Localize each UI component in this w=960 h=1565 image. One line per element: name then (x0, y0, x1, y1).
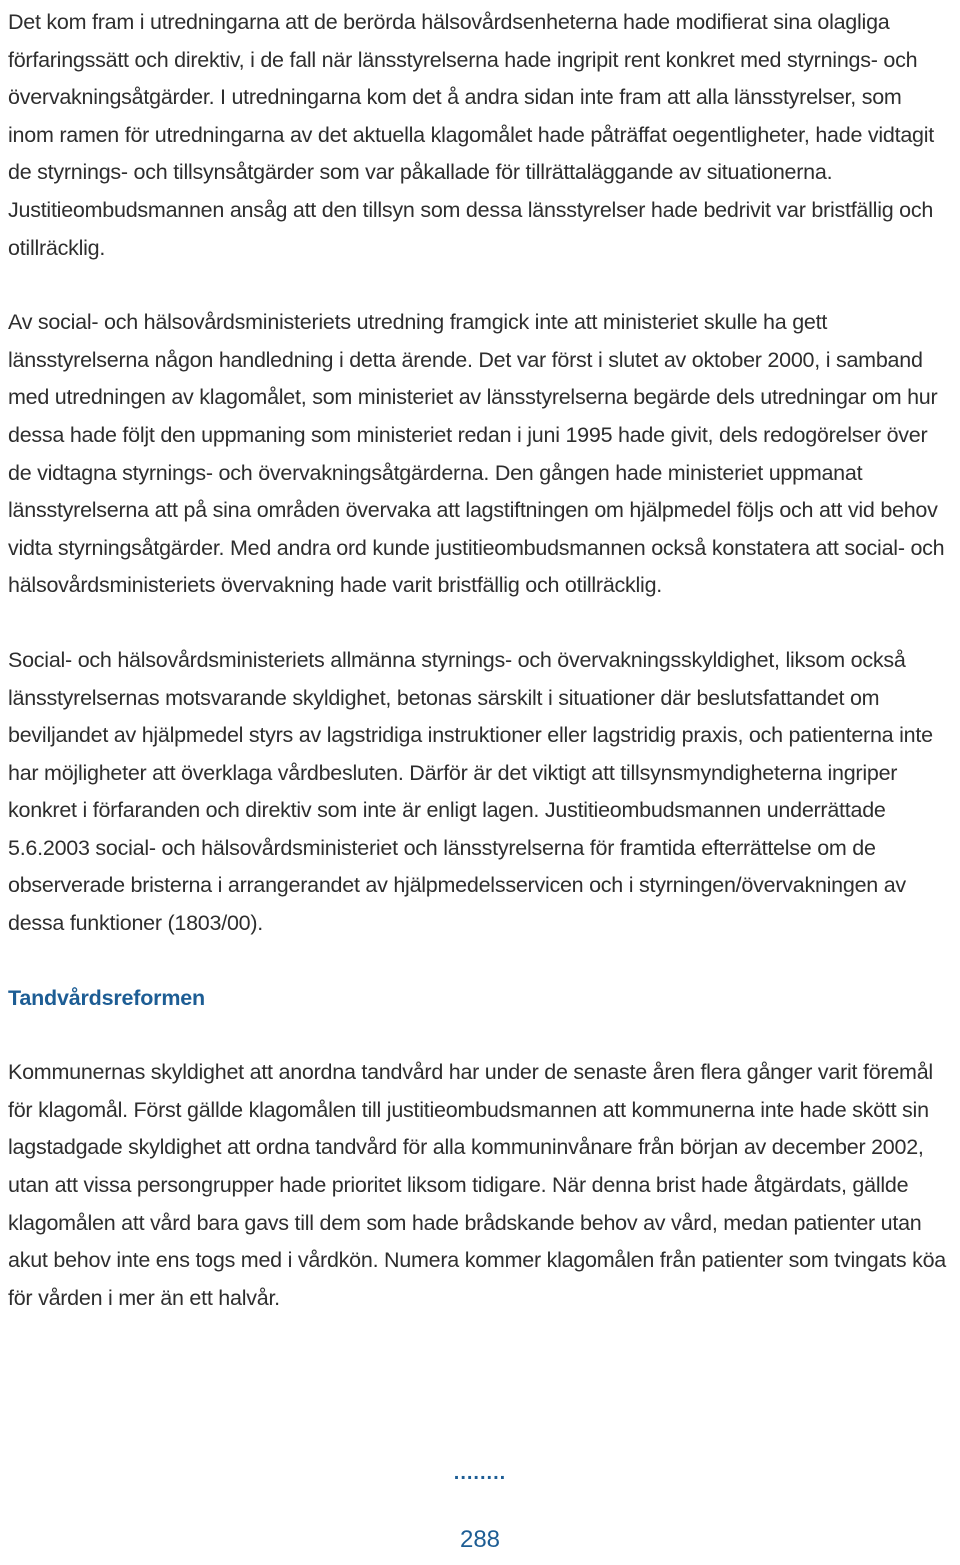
document-page (8, 4, 952, 1317)
paragraph-1: Det kom fram i utredningarna att de berörda hälsovårdsenheterna hade modifierat sina olagliga förfaringssätt och direktiv, i de fall när länsstyrelserna hade ingripit rent konkret med styrnings- och övervakningsåtgärder. I utredningarna kom det å andra sidan inte fram att alla länsstyrelser, som inom ramen för utredningarna av det aktuella klagomålet hade påträffat oegentligheter, hade vidtagit de styrnings- och tillsynsåtgärder som var påkallade för tillrättaläggande av situationerna. Justitieombudsmannen ansåg att den tillsyn som dessa länsstyrelser hade bedrivit var bristfällig och otillräcklig. (8, 10, 935, 260)
paragraph-gap (8, 1017, 952, 1054)
paragraph-3: Social- och hälsovårdsministeriets allmänna styrnings- och övervakningsskyldighet, liksom också länsstyrelsernas motsvarande skyldighet, betonas särskilt i situationer där beslutsfattandet om beviljandet av hjälpmedel styrs av lagstridiga instruktioner eller lagstridig praxis, och patienterna inte har möjligheter att överklaga vårdbesluten. Därför är det viktigt att tillsynsmyndigheterna ingriper konkret i förfaranden och direktiv som inte är enligt lagen. Justitieombudsmannen underrättade 5.6.2003 social- och hälsovårdsministeriet och länsstyrelserna för framtida efterrättelse om de observerade bristerna i arrangerandet av hjälpmedelsservicen och i styrningen/övervakningen av dessa funktioner (1803/00). (8, 647, 933, 936)
page-number: 288 (459, 1526, 501, 1553)
paragraph-4: Kommunernas skyldighet att anordna tandvård har under de senaste åren flera gånger varit föremål för klagomål. Först gällde klagomålen till justitieombudsmannen att kommunerna inte hade skött sin lagstadgade skyldighet att ordna tandvård för alla kommuninvånare från början av december 2002, utan att vissa persongrupper hade prioritet liksom tidigare. När denna brist hade åtgärdats, gällde klagomålen att vård bara gavs till dem som hade brådskande behov av vård, medan patienter utan akut behov inte ens togs med i vårdkön. Numera kommer klagomålen från patienter som tvingats köa för vården i mer än ett halvår. (8, 1060, 947, 1310)
footer-dots: ........ (453, 1462, 507, 1484)
paragraph-2: Av social- och hälsovårdsministeriets utredning framgick inte att ministeriet skulle ha gett länsstyrelserna någon handledning i detta ärende. Det var först i slutet av oktober 2000, i samband med utredningen av klagomålet, som ministeriet av länsstyrelserna begärde dels utredningar om hur dessa hade följt den uppmaning som ministeriet redan i juni 1995 hade givit, dels redogörelser över de vidtagna styrnings- och övervakningsåtgärderna. Den gången hade ministeriet uppmanat länsstyrelserna att på sina områden övervaka att lagstiftningen om hjälpmedel följs och att vid behov vidta styrningsåtgärder. Med andra ord kunde justitieombudsmannen också konstatera att social- och hälsovårdsministeriets övervakning hade varit bristfällig och otillräcklig. (8, 310, 945, 598)
paragraph-gap (8, 943, 952, 980)
section-heading: Tandvårdsreformen (8, 985, 205, 1010)
paragraph-gap (8, 267, 952, 304)
page-footer (0, 1462, 960, 1554)
paragraph-gap (8, 605, 952, 642)
